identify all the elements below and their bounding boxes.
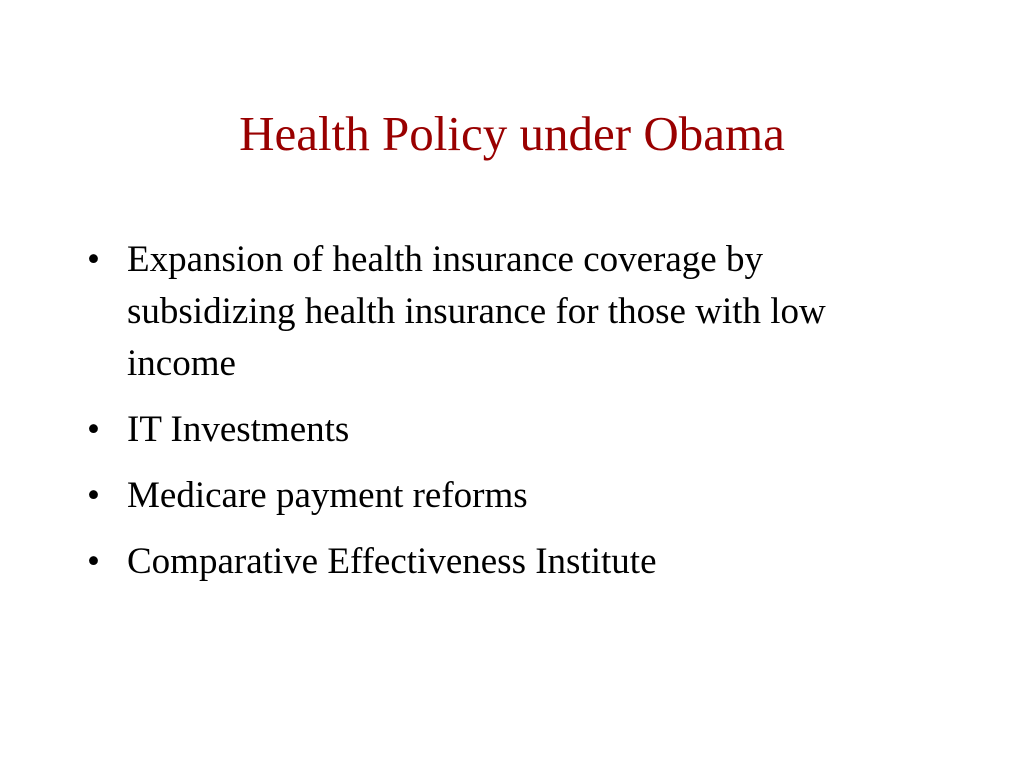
bullet-icon: • [87,475,100,516]
bullet-icon: • [87,239,100,280]
bullet-text: Comparative Effectiveness Institute [127,541,657,582]
list-item [87,536,927,588]
bullet-icon: • [87,541,100,582]
bullet-text: IT Investments [127,409,350,450]
slide-title: Health Policy under Obama [239,106,785,161]
bullet-list [87,234,927,602]
list-item [87,404,927,456]
bullet-text: Medicare payment reforms [127,475,528,516]
bullet-text: Expansion of health insurance coverage by subsidizing health insurance for those with low income [127,239,826,384]
list-item [87,234,927,390]
list-item [87,470,927,522]
bullet-icon: • [87,409,100,450]
